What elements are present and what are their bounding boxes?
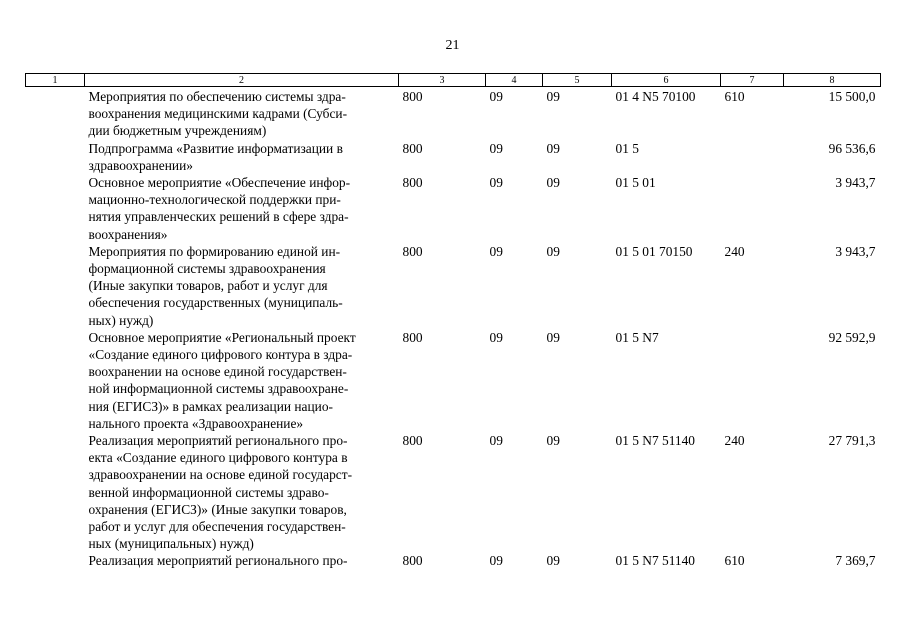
description-line: (Иные закупки товаров, работ и услуг для [88, 278, 328, 294]
header-cell: 8 [784, 74, 881, 87]
header-cell: 1 [26, 74, 85, 87]
description-line: воохранения» [88, 226, 168, 242]
description-line: нятия управленческих решений в сфере здра- [88, 209, 349, 225]
expense-type-cell [721, 329, 784, 432]
amount-cell: 15 500,0 [828, 89, 876, 104]
row-index-cell [26, 87, 85, 140]
column-number-header [26, 74, 881, 87]
table-row [26, 140, 881, 174]
section-cell: 09 [489, 329, 503, 345]
table-row [26, 243, 881, 329]
budget-table [25, 73, 881, 570]
section-cell: 09 [489, 553, 503, 569]
budget-code-cell: 800 [402, 329, 423, 345]
header-cell: 7 [721, 74, 784, 87]
budget-code-cell: 800 [402, 140, 423, 156]
budget-code-cell: 800 [402, 175, 423, 191]
expense-type-cell [721, 140, 784, 174]
description-line: дии бюджетным учреждениям) [88, 123, 267, 139]
target-article-cell: 01 5 01 70150 [615, 243, 693, 259]
expense-type-cell: 240 [724, 433, 745, 449]
row-index-cell [26, 174, 85, 243]
section-cell: 09 [489, 433, 503, 449]
page-number: 21 [445, 38, 460, 53]
description-line: охранения (ЕГИСЗ)» (Иные закупки товаров, [88, 501, 347, 517]
table-row [26, 174, 881, 243]
description-line: Реализация мероприятий регионального про- [88, 553, 348, 569]
description-line: здравоохранении на основе единой государст- [88, 467, 353, 483]
section-cell: 09 [489, 140, 503, 156]
amount-cell: 3 943,7 [835, 243, 876, 259]
expense-type-cell: 610 [724, 553, 745, 569]
description-line: ния (ЕГИСЗ)» в рамках реализации нацио- [88, 398, 333, 414]
description-cell [85, 140, 399, 174]
target-article-cell: 01 5 N7 51140 [615, 553, 695, 569]
row-index-cell [26, 140, 85, 174]
description-line: Реализация мероприятий регионального про- [88, 433, 348, 449]
description-cell [85, 552, 399, 569]
header-cell: 2 [85, 74, 399, 87]
subsection-cell: 09 [546, 243, 560, 259]
subsection-cell: 09 [546, 553, 560, 569]
section-cell: 09 [489, 175, 503, 191]
target-article-cell: 01 5 01 [615, 175, 656, 191]
section-cell: 09 [489, 243, 503, 259]
description-line: работ и услуг для обеспечения государствен- [88, 519, 346, 535]
description-line: «Создание единого цифрового контура в здра- [88, 347, 353, 363]
header-cell: 5 [543, 74, 612, 87]
header-cell: 3 [399, 74, 486, 87]
description-line: Основное мероприятие «Региональный проект [88, 329, 356, 345]
target-article-cell: 01 5 N7 [615, 329, 659, 345]
description-cell [85, 432, 399, 552]
description-cell [85, 87, 399, 140]
description-line: воохранения медицинскими кадрами (Субси- [88, 106, 348, 122]
amount-cell: 92 592,9 [828, 329, 876, 345]
description-line: мационно-технологической поддержки при- [88, 192, 341, 208]
expense-type-cell [721, 174, 784, 243]
amount-cell: 3 943,7 [835, 175, 876, 191]
description-cell [85, 174, 399, 243]
description-line: венной информационной системы здраво- [88, 484, 329, 500]
description-line: Мероприятия по обеспечению системы здра- [88, 89, 346, 104]
section-cell: 09 [489, 89, 503, 104]
expense-type-cell: 610 [724, 89, 745, 104]
description-line: ной информационной системы здравоохране- [88, 381, 349, 397]
header-cell: 6 [612, 74, 721, 87]
description-line: ных (муниципальных) нужд) [88, 536, 254, 552]
description-cell [85, 329, 399, 432]
subsection-cell: 09 [546, 433, 560, 449]
description-line: обеспечения государственных (муниципаль- [88, 295, 343, 311]
target-article-cell: 01 4 N5 70100 [615, 89, 696, 104]
table-body [26, 87, 881, 570]
budget-code-cell: 800 [402, 433, 423, 449]
row-index-cell [26, 552, 85, 569]
table-row [26, 552, 881, 569]
subsection-cell: 09 [546, 329, 560, 345]
subsection-cell: 09 [546, 140, 560, 156]
target-article-cell: 01 5 N7 51140 [615, 433, 695, 449]
amount-cell: 96 536,6 [828, 140, 876, 156]
amount-cell: 27 791,3 [828, 433, 876, 449]
row-index-cell [26, 329, 85, 432]
description-line: нального проекта «Здравоохранение» [88, 415, 304, 431]
table-row [26, 329, 881, 432]
target-article-cell: 01 5 [615, 140, 639, 156]
budget-code-cell: 800 [402, 89, 423, 104]
budget-code-cell: 800 [402, 243, 423, 259]
description-line: ных) нужд) [88, 312, 154, 328]
description-line: екта «Создание единого цифрового контура в [88, 450, 348, 466]
description-cell [85, 243, 399, 329]
budget-code-cell: 800 [402, 553, 423, 569]
description-line: воохранении на основе единой государствен- [88, 364, 347, 380]
description-line: Основное мероприятие «Обеспечение инфор- [88, 175, 351, 191]
row-index-cell [26, 432, 85, 552]
table-row [26, 87, 881, 140]
amount-cell: 7 369,7 [835, 553, 876, 569]
expense-type-cell: 240 [724, 243, 745, 259]
description-line: Подпрограмма «Развитие информатизации в [88, 140, 343, 156]
description-line: формационной системы здравоохранения [88, 261, 326, 277]
row-index-cell [26, 243, 85, 329]
subsection-cell: 09 [546, 175, 560, 191]
table-row [26, 432, 881, 552]
subsection-cell: 09 [546, 89, 560, 104]
header-cell: 4 [486, 74, 543, 87]
description-line: Мероприятия по формированию единой ин- [88, 243, 341, 259]
description-line: здравоохранении» [88, 157, 193, 173]
